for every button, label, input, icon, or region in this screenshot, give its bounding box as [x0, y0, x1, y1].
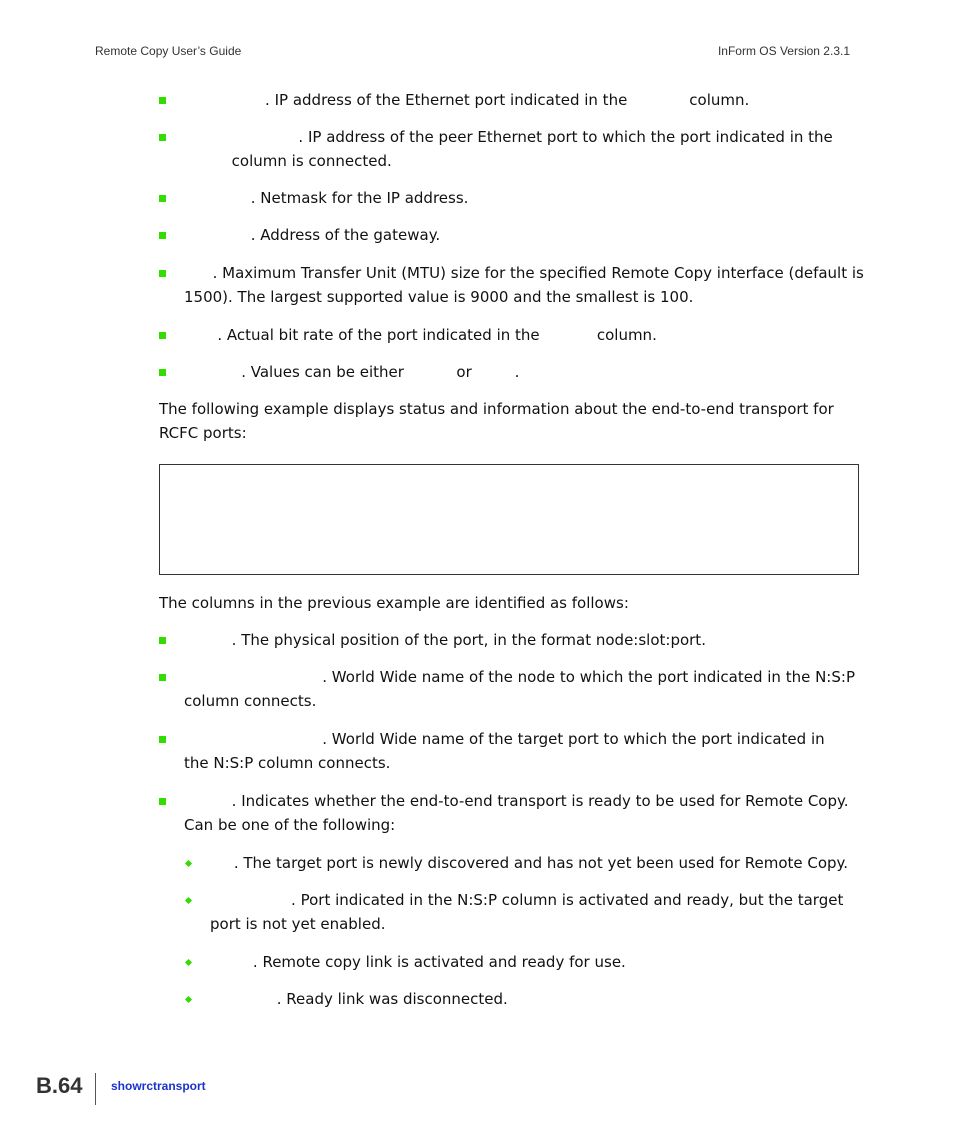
list-item-text: . World Wide name of the node to which the port indicated in the N:S:P	[184, 668, 855, 686]
list-item-text: . World Wide name of the target port to which the port indicated in	[184, 730, 825, 748]
square-bullet-icon	[159, 369, 166, 376]
list-item-text: . Indicates whether the end-to-end transport is ready to be used for Remote Copy.	[184, 792, 849, 810]
list-item-text: . IP address of the peer Ethernet port to which the port indicated in the	[184, 128, 833, 146]
sub-list-item	[185, 950, 859, 974]
section-link[interactable]: showrctransport	[111, 1079, 206, 1093]
list-item-text: . Netmask for the IP address.	[184, 189, 469, 207]
example-intro-paragraph: The following example displays status and information about the end-to-end transport for RCFC ports:	[159, 400, 834, 442]
list-item	[159, 186, 859, 210]
square-bullet-icon	[159, 332, 166, 339]
list-item-continuation: the N:S:P column connects.	[184, 754, 391, 772]
footer-divider	[95, 1073, 96, 1105]
list-item-text: . Values can be either or .	[184, 363, 520, 381]
list-item-continuation: column is connected.	[184, 152, 392, 170]
list-item-continuation: column connects.	[184, 692, 317, 710]
sub-list-item-text: . Ready link was disconnected.	[210, 990, 508, 1008]
square-bullet-icon	[159, 637, 166, 644]
list-item	[159, 665, 859, 713]
columns-intro-paragraph: The columns in the previous example are identified as follows:	[159, 594, 629, 612]
sub-list-item	[185, 987, 859, 1011]
list-item-text: . Address of the gateway.	[184, 226, 441, 244]
square-bullet-icon	[159, 97, 166, 104]
list-item-text: . Actual bit rate of the port indicated in the column.	[184, 326, 657, 344]
list-item	[159, 360, 859, 384]
list-item-text: . IP address of the Ethernet port indicated in the column.	[184, 91, 750, 109]
list-item-text: . The physical position of the port, in the format node:slot:port.	[184, 631, 706, 649]
running-header-version: InForm OS Version 2.3.1	[717, 44, 850, 58]
diamond-bullet-icon	[185, 860, 192, 867]
sub-list-item	[185, 888, 859, 936]
square-bullet-icon	[159, 270, 166, 277]
list-item	[159, 727, 859, 775]
square-bullet-icon	[159, 736, 166, 743]
list-item	[159, 323, 859, 347]
page-number: B.64	[36, 1073, 83, 1098]
square-bullet-icon	[159, 195, 166, 202]
running-header-title: Remote Copy User’s Guide	[95, 44, 242, 58]
list-item	[159, 88, 859, 112]
diamond-bullet-icon	[185, 996, 192, 1003]
list-item	[159, 125, 859, 173]
list-item-continuation: 1500). The largest supported value is 9000 and the smallest is 100.	[184, 288, 694, 306]
list-item-continuation: Can be one of the following:	[184, 816, 396, 834]
sub-list-item-continuation: port is not yet enabled.	[210, 915, 386, 933]
list-item	[159, 628, 859, 652]
diamond-bullet-icon	[185, 959, 192, 966]
list-item	[159, 223, 859, 247]
list-item-text: . Maximum Transfer Unit (MTU) size for the specified Remote Copy interface (default is	[184, 264, 864, 282]
square-bullet-icon	[159, 134, 166, 141]
diamond-bullet-icon	[185, 897, 192, 904]
square-bullet-icon	[159, 232, 166, 239]
sub-list-item-text: . Port indicated in the N:S:P column is activated and ready, but the target	[210, 891, 844, 909]
sub-list-item	[185, 851, 859, 875]
square-bullet-icon	[159, 674, 166, 681]
code-example-box	[159, 464, 859, 575]
square-bullet-icon	[159, 798, 166, 805]
list-item	[159, 789, 859, 837]
list-item	[159, 261, 864, 309]
sub-list-item-text: . Remote copy link is activated and ready for use.	[210, 953, 626, 971]
sub-list-item-text: . The target port is newly discovered and has not yet been used for Remote Copy.	[210, 854, 849, 872]
